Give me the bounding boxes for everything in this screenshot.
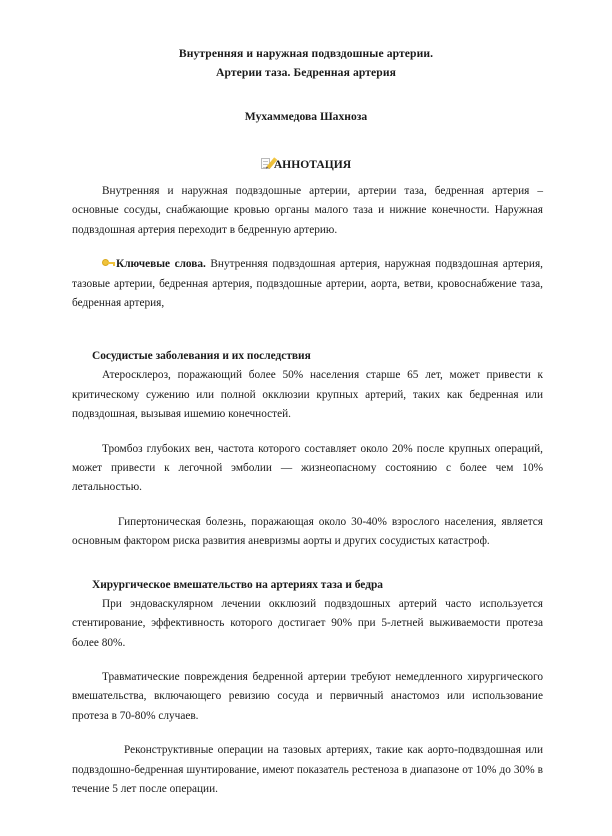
section-heading-surgical-intervention: Хирургическое вмешательство на артериях таза и бедра [92,578,383,591]
keywords-block [0,255,612,313]
annotation-heading [0,156,612,174]
document-page [0,44,612,836]
section-1-paragraph-1: Травматические повреждения бедренной артерии требуют немедленного хирургического вмешательства, включающего ревизию сосуда и первичный анастомоз или использование протеза в 70-80% случаев. [72,670,543,722]
title-line-1: Внутренняя и наружная подвздошные артерии. [178,47,434,60]
annotation-body: Внутренняя и наружная подвздошные артерии, артерии таза, бедренная артерия – основные сосуды, снабжающие кровью органы малого таза и нижние конечности. Наружная подвздошная артерия переходит в бедренную артерию. [72,185,543,236]
annotation-heading-label: АННОТАЦИЯ [273,158,352,171]
document-title [0,44,612,82]
keywords-label: Ключевые слова. [116,258,206,271]
key-icon [102,258,115,268]
memo-icon [261,158,273,170]
section-heading-vascular-diseases: Сосудистые заболевания и их последствия [92,350,311,363]
section-0-paragraph-1: Тромбоз глубоких вен, частота которого составляет около 20% после крупных операций, может привести к легочной эмболии — жизнеопасному состоянию с более чем 10% летальностью. [72,442,543,494]
title-line-2: Артерии таза. Бедренная артерия [216,66,396,79]
section-1-paragraph-0: При эндоваскулярном лечении окклюзий подвздошных артерий часто используется стентирование, эффективность которого достигает 90% при 5-летней выживаемости протеза более 80%. [72,597,543,649]
author-name: Мухаммедова Шахноза [244,110,368,123]
section-1-paragraph-2: Реконструктивные операции на тазовых артериях, такие как аорто-подвздошная или подвздошно-бедренная шунтирование, имеют показатель рестеноза в диапазоне от 10% до 30% в течение 5 лет после операции. [72,744,543,795]
keywords-body: Внутренняя подвздошная артерия, наружная подвздошная артерия, тазовые артерии, бедренная артерия, подвздошные артерии, аорта, ветви, кровоснабжение таза, бедренная артерия, [72,258,543,310]
section-0-paragraph-2: Гипертоническая болезнь, поражающая около 30-40% взрослого населения, является основным фактором риска развития аневризмы аорты и других сосудистых катастроф. [72,515,543,548]
section-0-paragraph-0: Атеросклероз, поражающий более 50% населения старше 65 лет, может привести к критическому сужению или полной окклюзии крупных артерий, таких как бедренная или подвздошная, вызывая ишемию конечностей. [72,369,543,421]
